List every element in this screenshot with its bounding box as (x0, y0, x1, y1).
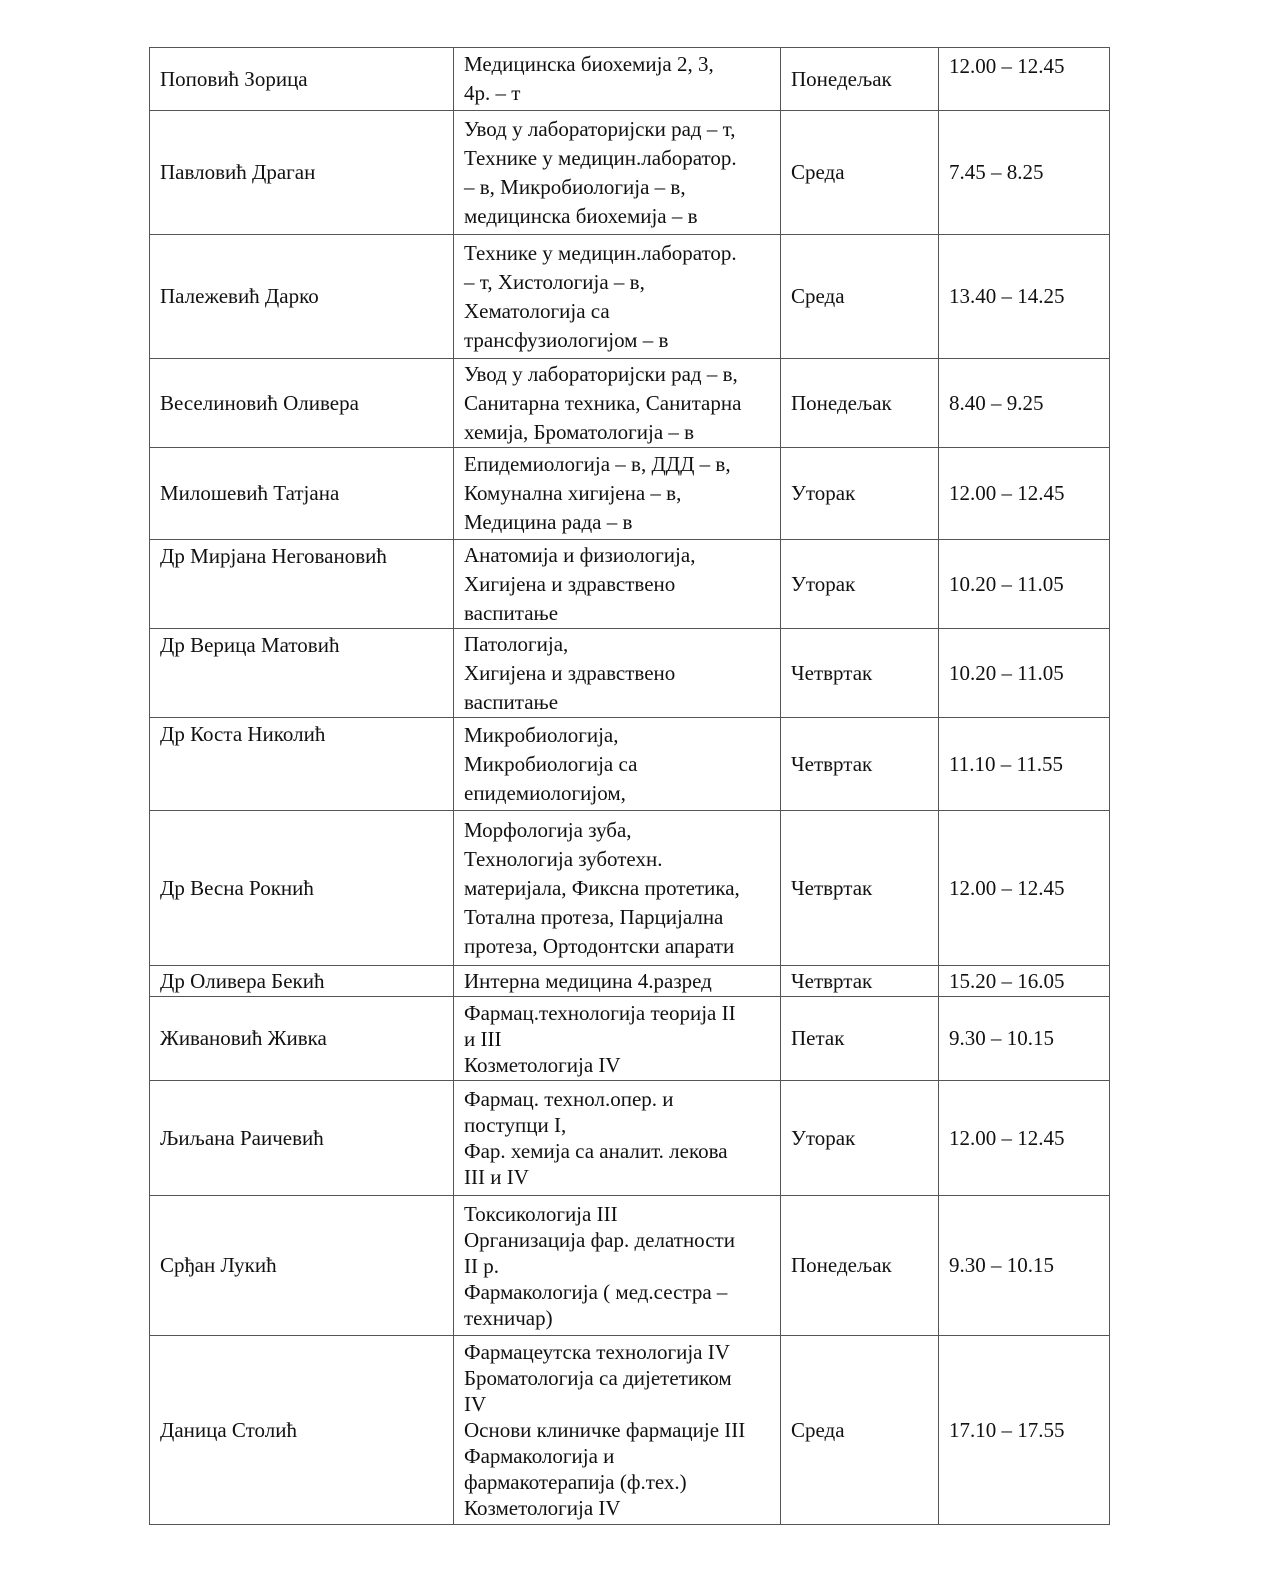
table-row (150, 966, 1110, 997)
subject-line: Хигијена и здравствено (464, 660, 676, 685)
subject-line: и III (464, 1026, 502, 1051)
consultation-time: 15.20 – 16.05 (939, 966, 1110, 997)
subject-line: техничар) (464, 1305, 553, 1330)
teacher-name: Др Верица Матовић (150, 629, 454, 718)
teacher-name: Палежевић Дарко (150, 235, 454, 359)
subjects (454, 1196, 781, 1336)
subject-line: фармакотерапија (ф.тех.) (464, 1470, 687, 1494)
consultation-time: 9.30 – 10.15 (939, 997, 1110, 1081)
consultation-day: Петак (781, 997, 939, 1081)
table-row (150, 111, 1110, 235)
subject-line: трансфузиологијом – в (464, 327, 669, 352)
subject-line: 4р. – т (464, 81, 521, 105)
subject-line: Броматологија са дијететиком (464, 1366, 732, 1390)
teacher-name: Срђан Лукић (150, 1196, 454, 1336)
table-row (150, 235, 1110, 359)
teacher-name: Љиљана Раичевић (150, 1081, 454, 1196)
subjects (454, 540, 781, 629)
subject-line: Технологија зуботехн. (464, 846, 663, 871)
consultation-day: Понедељак (781, 48, 939, 111)
subjects (454, 235, 781, 359)
subject-line: протеза, Ортодонтски апарати (464, 933, 735, 958)
teacher-name: Веселиновић Оливера (150, 359, 454, 448)
subject-line: Фармакологија ( мед.сестра – (464, 1279, 728, 1304)
schedule-table (149, 47, 1110, 1525)
subject-line: Увод у лабораторијски рад – т, (464, 116, 736, 141)
subjects (454, 1336, 781, 1525)
consultation-time: 7.45 – 8.25 (939, 111, 1110, 235)
subject-line: Медицина рада – в (464, 510, 633, 534)
subject-line: Хигијена и здравствено (464, 571, 676, 596)
subject-line: II р. (464, 1253, 499, 1278)
consultation-day: Уторак (781, 540, 939, 629)
subject-line: Фармацеутска технологија IV (464, 1340, 730, 1364)
subjects (454, 811, 781, 966)
consultation-day: Среда (781, 235, 939, 359)
teacher-name: Поповић Зорица (150, 48, 454, 111)
table-row (150, 448, 1110, 540)
subject-line: Анатомија и физиологија, (464, 542, 696, 567)
table-row (150, 997, 1110, 1081)
subject-line: Фармац.технологија теорија II (464, 1000, 736, 1025)
consultation-time: 11.10 – 11.55 (939, 718, 1110, 811)
subject-line: Комунална хигијена – в, (464, 481, 682, 505)
subject-line: Епидемиологија – в, ДДД – в, (464, 452, 731, 476)
subject-line: Тотална протеза, Парцијална (464, 904, 724, 929)
consultation-day: Среда (781, 1336, 939, 1525)
subject-line: васпитање (464, 600, 559, 625)
subject-line: Фармакологија и (464, 1444, 615, 1468)
consultation-day: Уторак (781, 448, 939, 540)
subject-line: васпитање (464, 689, 559, 714)
teacher-name: Павловић Драган (150, 111, 454, 235)
subject-line: Технике у медицин.лаборатор. (464, 240, 737, 265)
consultation-time: 8.40 – 9.25 (939, 359, 1110, 448)
subjects (454, 966, 781, 997)
table-row (150, 718, 1110, 811)
consultation-time: 9.30 – 10.15 (939, 1196, 1110, 1336)
subject-line: Микробиологија са (464, 751, 638, 776)
teacher-name: Живановић Живка (150, 997, 454, 1081)
consultation-day: Четвртак (781, 629, 939, 718)
consultation-day: Четвртак (781, 966, 939, 997)
teacher-name: Др Оливера Бекић (150, 966, 454, 997)
consultation-day: Понедељак (781, 1196, 939, 1336)
teacher-name: Милошевић Татјана (150, 448, 454, 540)
subjects (454, 359, 781, 448)
subject-line: Микробиологија, (464, 722, 619, 747)
consultation-day: Четвртак (781, 718, 939, 811)
subject-line: Технике у медицин.лаборатор. (464, 145, 737, 170)
subject-line: материјала, Фиксна протетика, (464, 875, 740, 900)
subjects (454, 1081, 781, 1196)
table-row (150, 1196, 1110, 1336)
subject-line: Козметологија IV (464, 1496, 621, 1520)
consultation-time: 12.00 – 12.45 (939, 811, 1110, 966)
table-row (150, 811, 1110, 966)
table-row (150, 359, 1110, 448)
subject-line: Основи клиничке фармације III (464, 1418, 746, 1442)
subject-line: медицинска биохемија – в (464, 203, 698, 228)
consultation-time: 10.20 – 11.05 (939, 540, 1110, 629)
subject-line: Морфологија зуба, (464, 817, 632, 842)
consultation-time: 10.20 – 11.05 (939, 629, 1110, 718)
subject-line: епидемиологијом, (464, 780, 626, 805)
teacher-name: Даница Столић (150, 1336, 454, 1525)
table-row (150, 629, 1110, 718)
subject-line: Организација фар. делатности (464, 1227, 735, 1252)
subject-line: Хематологија са (464, 298, 610, 323)
table-row (150, 1336, 1110, 1525)
consultation-day: Уторак (781, 1081, 939, 1196)
subject-line: Козметологија IV (464, 1052, 621, 1077)
teacher-name: Др Весна Рокнић (150, 811, 454, 966)
subjects (454, 629, 781, 718)
subject-line: хемија, Броматологија – в (464, 419, 695, 444)
subject-line: поступци I, (464, 1113, 567, 1137)
consultation-time: 13.40 – 14.25 (939, 235, 1110, 359)
consultation-time: 12.00 – 12.45 (939, 448, 1110, 540)
schedule-body (150, 48, 1110, 1525)
teacher-name: Др Мирјана Неговановић (150, 540, 454, 629)
subject-line: Патологија, (464, 631, 569, 656)
subject-line: Увод у лабораторијски рад – в, (464, 361, 738, 386)
consultation-day: Понедељак (781, 359, 939, 448)
subject-line: Фар. хемија са аналит. лекова (464, 1139, 728, 1163)
subject-line: IV (464, 1392, 487, 1416)
subjects (454, 111, 781, 235)
consultation-time: 12.00 – 12.45 (939, 1081, 1110, 1196)
subjects (454, 48, 781, 111)
table-row (150, 540, 1110, 629)
consultation-time: 12.00 – 12.45 (939, 48, 1110, 111)
subject-line: Интерна медицина 4.разред (464, 968, 712, 993)
subject-line: Токсикологија III (464, 1201, 618, 1226)
teacher-name: Др Коста Николић (150, 718, 454, 811)
subjects (454, 718, 781, 811)
subject-line: Санитарна техника, Санитарна (464, 390, 742, 415)
subject-line: – т, Хистологија – в, (464, 269, 645, 294)
subject-line: III и IV (464, 1165, 529, 1189)
subjects (454, 448, 781, 540)
subject-line: Фармац. технол.опер. и (464, 1087, 674, 1111)
consultation-day: Среда (781, 111, 939, 235)
consultation-time: 17.10 – 17.55 (939, 1336, 1110, 1525)
table-row (150, 1081, 1110, 1196)
subject-line: – в, Микробиологија – в, (464, 174, 686, 199)
consultation-day: Четвртак (781, 811, 939, 966)
subject-line: Медицинска биохемија 2, 3, (464, 52, 714, 76)
table-row (150, 48, 1110, 111)
subjects (454, 997, 781, 1081)
